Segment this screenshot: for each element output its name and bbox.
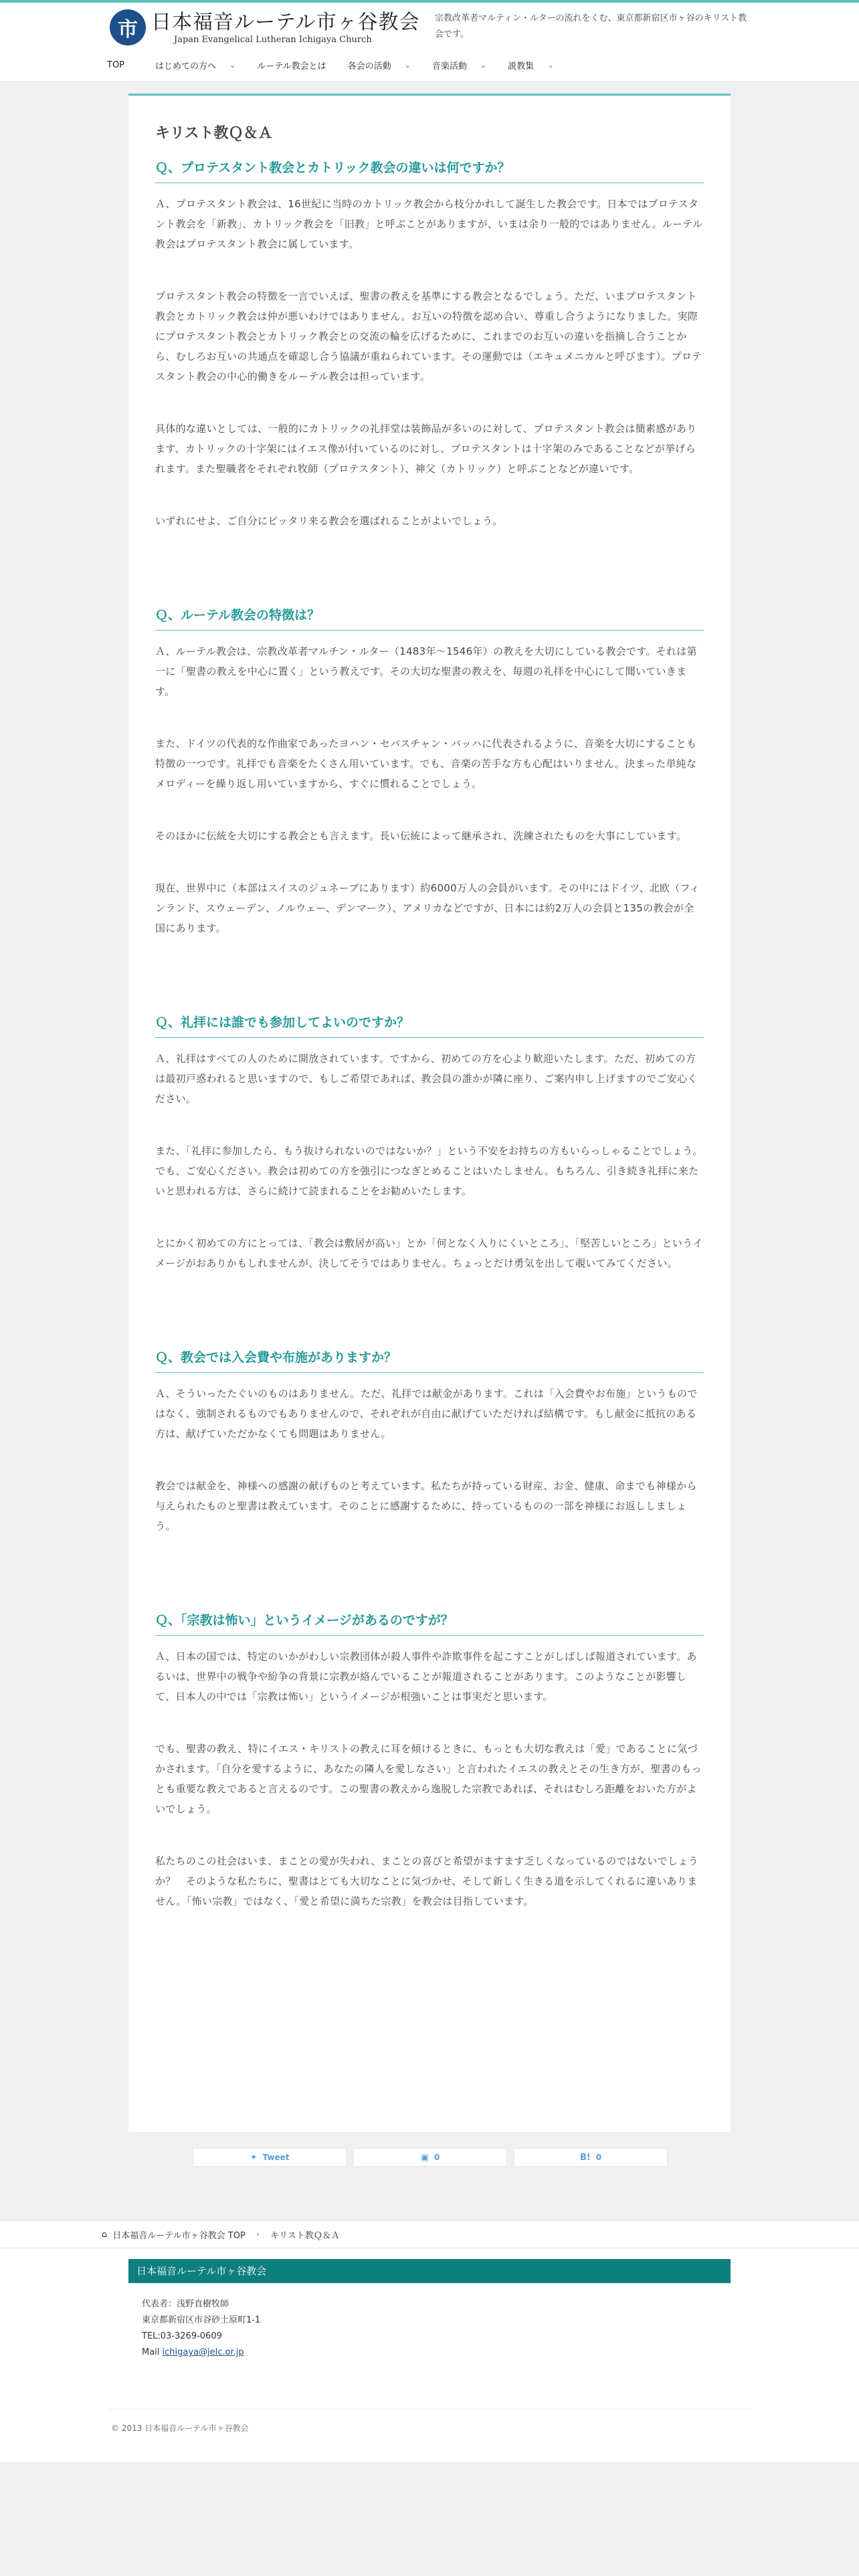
page-bottom: [0, 2462, 859, 2576]
chevron-down-icon: ⌄: [404, 61, 411, 70]
question-heading: Ｑ、教会では入会費や布施がありますか？: [155, 1348, 704, 1373]
breadcrumb-current: キリスト教Ｑ＆Ａ: [270, 2231, 340, 2241]
logo-subtitle: Japan Evangelical Lutheran Ichigaya Church: [174, 34, 372, 45]
footer-contact: [142, 2296, 260, 2361]
facebook-icon: ▣: [420, 2152, 429, 2163]
footer-representative: 代表者：浅野直樹牧師: [142, 2299, 229, 2309]
share-count: 0: [434, 2153, 440, 2162]
chevron-right-icon: ›: [256, 2230, 260, 2240]
footer-mail-label: Mail: [142, 2347, 163, 2357]
answer-paragraph: 現在、世界中に（本部はスイスのジュネーブにあります）約6000万人の会員がいます。その中にはドイツ、北欧（フィンランド、スウェーデン、ノルウェー、デンマーク）、アメリカなどですが、日本には約2万人の会員と135の教会が全国にあります。: [155, 882, 700, 934]
home-icon: ⌂: [102, 2230, 108, 2240]
footer-mail-link[interactable]: ichigaya@jelc.or.jp: [162, 2347, 244, 2357]
nav-label: 各会の活動: [347, 62, 391, 72]
copyright: © 2013 日本福音ルーテル市ヶ谷教会: [111, 2424, 249, 2433]
nav-label: はじめての方へ: [155, 62, 217, 72]
breadcrumb-bar: [0, 2220, 859, 2248]
tweet-button[interactable]: [193, 2148, 347, 2167]
answer-paragraph: 私たちのこの社会はいま、まことの愛が失われ、まことの喜びと希望がますます乏しくなっているのではないでしょうか？ そのような私たちに、聖書はとても大切なことに気づかせ、そして新しく生きる道を示してくれるに違いありません。「怖い宗教」ではなく、「愛と希望に満ちた宗教」を教会は目指しています。: [155, 1855, 698, 1907]
footer-heading: 日本福音ルーテル市ヶ谷教会: [128, 2259, 731, 2283]
question-heading: Ｑ、「宗教は怖い」というイメージがあるのですが？: [155, 1611, 704, 1636]
nav-divider: [0, 81, 859, 82]
answer-paragraph: Ａ、礼拝はすべての人のために開放されています。ですから、初めての方を心より歓迎いたします。ただ、初めての方は最初戸惑われると思いますので、もしご希望であれば、教会員の誰かが隣に座り、ご案内申し上げますのでご安心ください。: [155, 1053, 698, 1105]
qa-section: [155, 1013, 704, 1273]
nav-item-activities[interactable]: [348, 59, 411, 72]
breadcrumb-home-link[interactable]: 日本福音ルーテル市ヶ谷教会 TOP: [112, 2231, 246, 2241]
facebook-share-button[interactable]: [353, 2148, 507, 2167]
nav-item-music[interactable]: [432, 59, 486, 72]
qa-section: [155, 1348, 704, 1536]
share-count: 0: [595, 2153, 602, 2162]
nav-item-top[interactable]: [107, 59, 124, 72]
footer-tel: TEL:03-3269-0609: [142, 2331, 222, 2341]
answer-paragraph: Ａ、プロテスタント教会は、16世紀に当時のカトリック教会から枝分かれして誕生した教会です。日本ではプロテスタント教会を「新教」、カトリック教会を「旧教」と呼ぶことがありますが、いまは余り一般的ではありません。ルーテル教会はプロテスタント教会に属しています。: [155, 198, 703, 250]
church-logo-icon: 市: [110, 9, 146, 45]
chevron-down-icon: ⌄: [480, 61, 487, 70]
logo-title: 日本福音ルーテル市ヶ谷教会: [151, 10, 420, 34]
answer-paragraph: でも、聖書の教え、特にイエス・キリストの教えに耳を傾けるときに、もっとも大切な教えは「愛」であることに気づかされます。「自分を愛するように、あなたの隣人を愛しなさい」と言われたイエスの教えとその生き方が、聖書のもっとも重要な教えであると言えるのです。この聖書の教えから逸脱した宗教であれば、それはむしろ距離をおいた方がよいでしょう。: [155, 1743, 702, 1815]
hatena-icon: B!: [579, 2152, 591, 2163]
breadcrumb: [102, 2228, 340, 2241]
nav-item-about-lutheran[interactable]: [257, 59, 326, 72]
nav-label: 音楽活動: [432, 62, 467, 72]
hatena-bookmark-button[interactable]: [514, 2148, 668, 2167]
answer-paragraph: プロテスタント教会の特徴を一言でいえば、聖書の教えを基準にする教会となるでしょう。ただ、いまプロテスタント教会とカトリック教会は仲が悪いわけではありません。お互いの特徴を認め合い、尊重し合うようになりました。実際にプロテスタント教会とカトリック教会との交流の輪を広げるために、これまでのお互いの違いを指摘し合うことから、むしろお互いの共通点を確認し合う協議が重ねられています。その運動では（エキュメニカルと呼びます）。プロテスタント教会の中心的働きをルーテル教会は担っています。: [155, 290, 702, 383]
global-nav: [107, 59, 575, 72]
footer-mail-row: [142, 2345, 260, 2361]
answer-paragraph: Ａ、そういったたぐいのものはありません。ただ、礼拝では献金があります。これは「入会費やお布施」というものではなく、強制されるものでもありませんので、それぞれが自由に献げていただければ結構です。もし献金に抵抗のある方は、献げていただかなくても問題はありません。: [155, 1388, 698, 1440]
site-footer: [0, 2248, 859, 2462]
share-buttons: [193, 2148, 674, 2167]
page-title: キリスト教Ｑ＆Ａ: [155, 125, 273, 142]
twitter-icon: ✦: [250, 2152, 258, 2163]
question-heading: Ｑ、ルーテル教会の特徴は？: [155, 606, 704, 631]
nav-label: 説教集: [508, 62, 535, 72]
nav-item-beginners[interactable]: [155, 59, 235, 72]
question-heading: Ｑ、礼拝には誰でも参加してよいのですか？: [155, 1013, 704, 1038]
share-label: Tweet: [262, 2153, 290, 2162]
answer-paragraph: 具体的な違いとしては、一般的にカトリックの礼拝堂は装飾品が多いのに対して、プロテスタント教会は簡素感があります、カトリックの十字架にはイエス像が付いているのに対し、プロテスタントは十字架のみであることなどが挙げられます。また聖職者をそれぞれ牧師（プロテスタント）、神父（カトリック）と呼ぶことなどが違いです。: [155, 423, 697, 475]
footer-address: 東京都新宿区市谷砂土原町1-1: [142, 2315, 261, 2325]
answer-paragraph: とにかく初めての方にとっては、「教会は敷居が高い」とか「何となく入りにくいところ」、「堅苦しいところ」というイメージがおありかもしれませんが、決してそうではありません。ちょっとだけ勇気を出して覗いてみてください。: [155, 1237, 703, 1269]
main-content: [128, 94, 731, 2132]
answer-paragraph: いずれにせよ、ご自分にピッタリ来る教会を選ばれることがよいでしょう。: [155, 515, 503, 527]
question-heading: Ｑ、プロテスタント教会とカトリック教会の違いは何ですか？: [155, 158, 704, 183]
site-logo[interactable]: [110, 9, 420, 45]
nav-label: TOP: [107, 60, 125, 70]
nav-label: ルーテル教会とは: [257, 62, 326, 72]
answer-paragraph: Ａ、日本の国では、特定のいかがわしい宗教団体が殺人事件や詐欺事件を起こすことがしばしば報道されています。あるいは、世界中の戦争や紛争の背景に宗教が絡んでいることが報道されることがあります。このようなことが影響して、日本人の中では「宗教は怖い」というイメージが根強いことは事実だと思います。: [155, 1650, 697, 1703]
answer-paragraph: また、ドイツの代表的な作曲家であったヨハン・セバスチャン・バッハに代表されるように、音楽を大切にすることも特徴の一つです。礼拝でも音楽をたくさん用いています。でも、音楽の苦手な方も心配はいりません。決まった単純なメロディーを繰り返し用いていますから、すぐに慣れることでしょう。: [155, 738, 697, 790]
chevron-down-icon: ⌄: [547, 61, 554, 70]
qa-section: [155, 158, 704, 531]
answer-paragraph: 教会では献金を、神様への感謝の献げものと考えています。私たちが持っている財産、お金、健康、命までも神様から与えられたものと聖書は教えています。そのことに感謝するために、持っているものの一部を神様にお返ししましょう。: [155, 1480, 697, 1532]
nav-item-sermons[interactable]: [508, 59, 553, 72]
qa-section: [155, 1611, 704, 1911]
chevron-down-icon: ⌄: [229, 61, 236, 70]
answer-paragraph: また、「礼拝に参加したら、もう抜けられないのではないか？」という不安をお持ちの方もいらっしゃることでしょう。でも、ご安心ください。教会は初めての方を強引につなぎとめることはいたしません。もちろん、引き続き礼拝に来たいと思われる方は、さらに続けて読まれることをお勧めいたします。: [155, 1145, 703, 1197]
answer-paragraph: そのほかに伝統を大切にする教会とも言えます。長い伝統によって継承され、洗練されたものを大事にしています。: [155, 830, 687, 842]
qa-section: [155, 606, 704, 938]
site-header: [0, 3, 859, 81]
answer-paragraph: Ａ、ルーテル教会は、宗教改革者マルチン・ルター（1483年〜1546年）の教えを大切にしている教会です。それは第一に「聖書の教えを中心に置く」という教えです。その大切な聖書の教えを、毎週の礼拝を中心にして聞いていきます。: [155, 645, 697, 697]
site-tagline: 宗教改革者マルティン・ルターの流れをくむ、東京都新宿区市ヶ谷のキリスト教会です。: [435, 13, 747, 39]
